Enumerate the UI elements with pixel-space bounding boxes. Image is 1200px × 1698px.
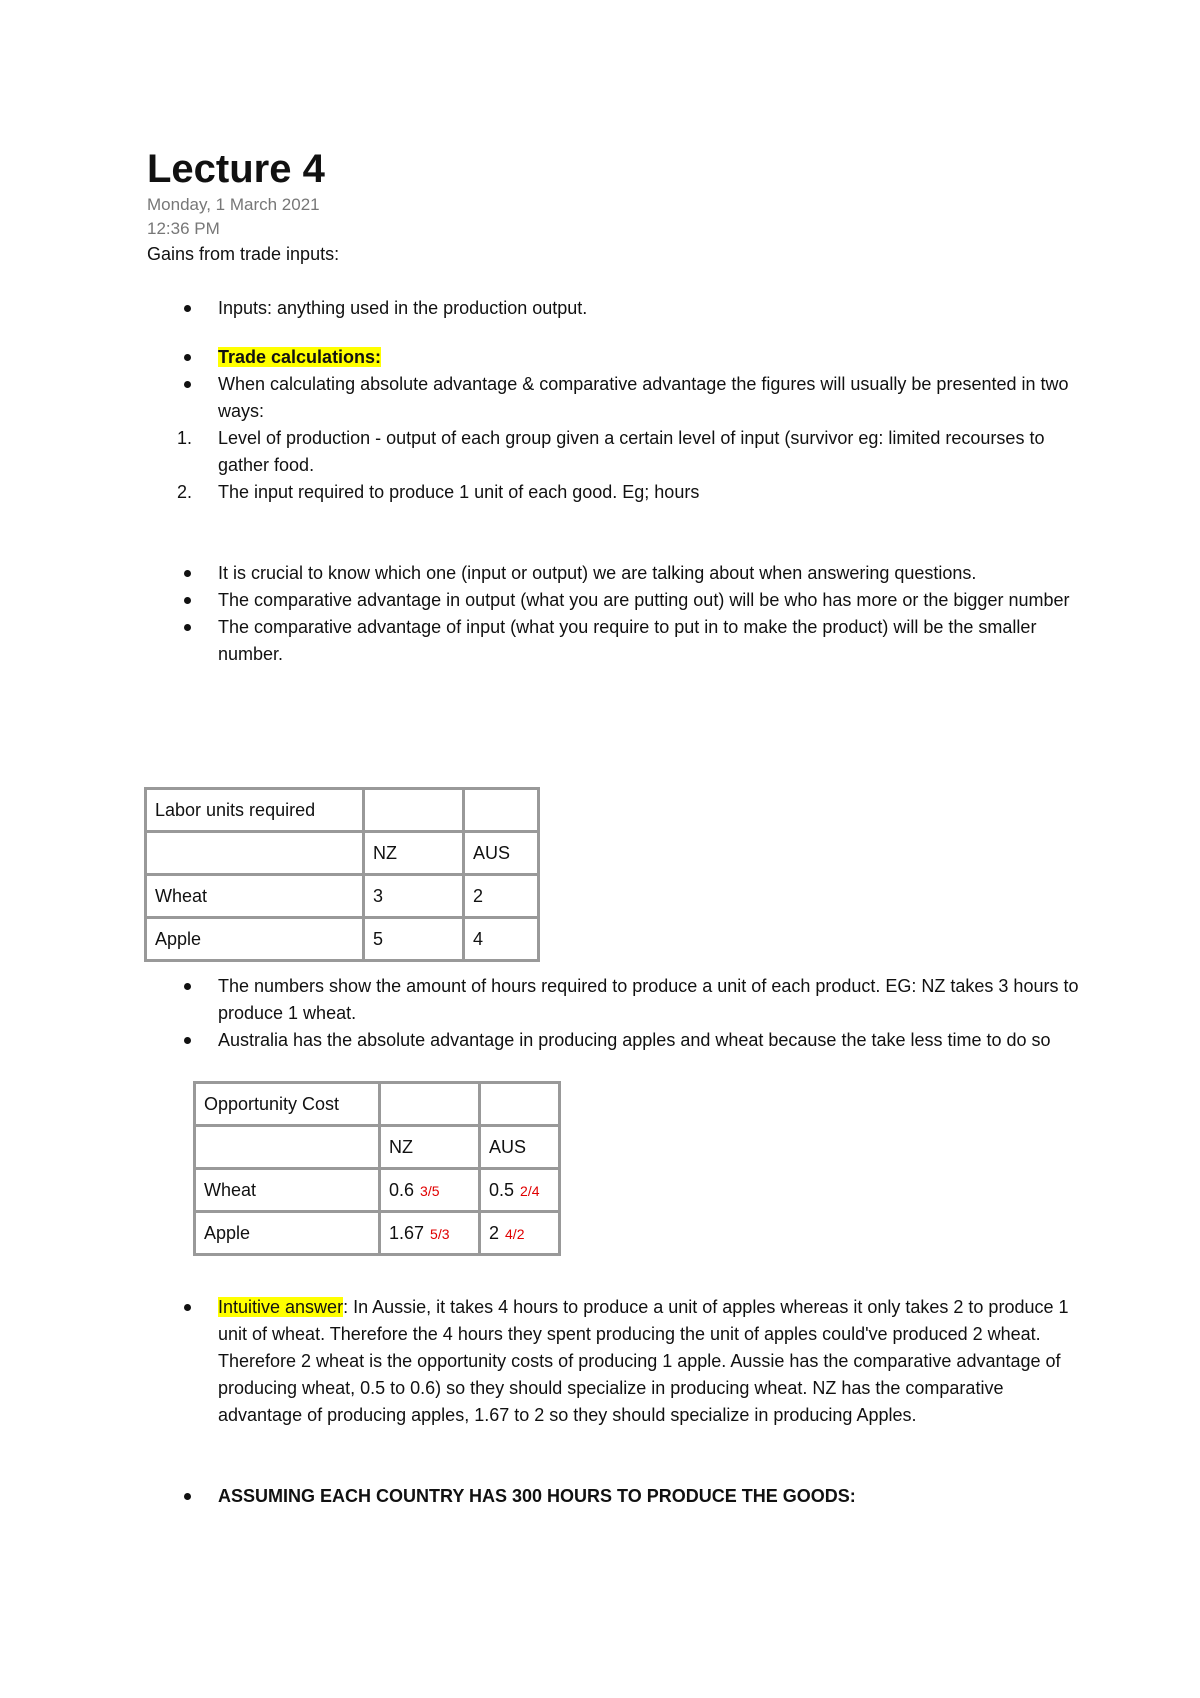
trade-heading: Trade calculations:: [218, 347, 382, 367]
bullet-icon: [184, 1304, 191, 1311]
table-cell: 1.67 5/3: [380, 1212, 480, 1255]
bullet-icon: [184, 983, 191, 990]
table-cell: 0.6 3/5: [380, 1169, 480, 1212]
table-cell: Apple: [146, 918, 364, 961]
table-cell: [364, 789, 464, 832]
table-row: [146, 918, 539, 961]
intro-text: Gains from trade inputs:: [147, 244, 340, 264]
bullet-icon: [184, 354, 191, 361]
fraction-note: 2/4: [520, 1182, 540, 1199]
intuitive-label: Intuitive answer: [218, 1297, 344, 1317]
table-cell: 2 4/2: [480, 1212, 560, 1255]
table-row: [195, 1212, 560, 1255]
list-item: The comparative advantage of input (what you require to put in to make the product) will be the smaller number.: [147, 614, 1087, 668]
note-time: 12:36 PM: [147, 219, 220, 238]
opportunity-cost-table: [193, 1081, 561, 1256]
table-cell: [480, 1083, 560, 1126]
list-item: It is crucial to know which one (input or output) we are talking about when answering questions.: [147, 560, 1087, 587]
table-cell: Opportunity Cost: [195, 1083, 380, 1126]
list-item: The numbers show the amount of hours required to produce a unit of each product. EG: NZ takes 3 hours to produce 1 wheat.: [147, 973, 1087, 1027]
list-item: [147, 1483, 1087, 1510]
table-cell: 4: [464, 918, 539, 961]
page-title: Lecture 4: [147, 147, 325, 191]
bullet-icon: [184, 570, 191, 577]
table-cell: Wheat: [146, 875, 364, 918]
table-cell: Labor units required: [146, 789, 364, 832]
table-cell: [380, 1083, 480, 1126]
bullet-icon: [184, 381, 191, 388]
numbered-item: 1. Level of production - output of each group given a certain level of input (survivor eg: limited recourses to gather food.: [177, 428, 1045, 475]
list-item: The comparative advantage in output (what you are putting out) will be who has more or the bigger number: [147, 587, 1087, 614]
note-date: Monday, 1 March 2021: [147, 195, 320, 214]
table-row: [195, 1083, 560, 1126]
table-row: [195, 1169, 560, 1212]
fraction-note: 3/5: [420, 1182, 440, 1199]
list-item: Inputs: anything used in the production output.: [147, 295, 1087, 322]
table-cell: 5: [364, 918, 464, 961]
note-page: [147, 145, 1087, 668]
table-cell: 2: [464, 875, 539, 918]
table-cell: NZ: [364, 832, 464, 875]
table-cell: AUS: [480, 1126, 560, 1169]
bullet-icon: [184, 624, 191, 631]
numbered-item: 2. The input required to produce 1 unit of each good. Eg; hours: [177, 482, 700, 502]
table-row: [195, 1126, 560, 1169]
list-item: [147, 344, 1087, 371]
list-item: Australia has the absolute advantage in producing apples and wheat because the take less time to do so: [147, 1027, 1087, 1054]
fraction-note: 5/3: [430, 1225, 450, 1242]
bullet-icon: [184, 1493, 191, 1500]
table-cell: [464, 789, 539, 832]
table-row: [146, 875, 539, 918]
fraction-note: 4/2: [505, 1225, 525, 1242]
bullet-icon: [184, 1037, 191, 1044]
labor-units-table: [144, 787, 540, 962]
table-cell: AUS: [464, 832, 539, 875]
table-cell: Apple: [195, 1212, 380, 1255]
assumption-text: ASSUMING EACH COUNTRY HAS 300 HOURS TO PRODUCE THE GOODS:: [218, 1486, 856, 1506]
table-cell: Wheat: [195, 1169, 380, 1212]
table-cell: 3: [364, 875, 464, 918]
bullet-icon: [184, 597, 191, 604]
table-cell: 0.5 2/4: [480, 1169, 560, 1212]
table-cell: [146, 832, 364, 875]
conclusion-notes: [147, 1294, 1087, 1510]
labor-notes: [147, 973, 1087, 1054]
list-item: Intuitive answer: In Aussie, it takes 4 hours to produce a unit of apples whereas it only takes 2 to produce 1 unit of wheat. Therefore the 4 hours they spent producing the unit of apples could've produced 2 wheat. Therefore 2 wheat is the opportunity costs of producing 1 apple. Aussie has the comparative advantage of producing wheat, 0.5 to 0.6) so they should specialize in producing wheat. NZ has the comparative advantage of producing apples, 1.67 to 2 so they should specialize in producing Apples.: [147, 1294, 1087, 1429]
table-cell: [195, 1126, 380, 1169]
list-item: When calculating absolute advantage & comparative advantage the figures will usually be presented in two ways:: [147, 371, 1087, 425]
table-cell: NZ: [380, 1126, 480, 1169]
table-row: [146, 789, 539, 832]
bullet-icon: [184, 305, 191, 312]
table-row: [146, 832, 539, 875]
